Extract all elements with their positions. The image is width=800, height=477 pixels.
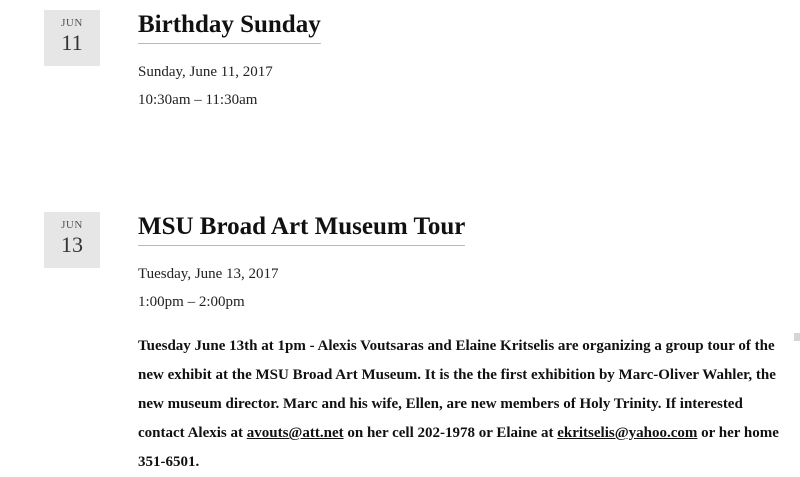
contact-email-link-alexis[interactable]: avouts@att.net xyxy=(246,425,344,441)
event-description-part-1: Tuesday June 13th at 1pm - Alexis Voutsaras and Elaine Kritselis are organizing a group tour of the new exhibit at the MSU Broad Art Museum. It is the the first exhibition by Marc-Oliver Wahler, the new museum director. Marc and his wife, Ellen, are new members of Holy Trinity. If interested contact Alexis at xyxy=(138,338,776,441)
event-date-line: Sunday, June 11, 2017 xyxy=(138,64,273,80)
event-body xyxy=(138,212,800,477)
event-date-month: JUN xyxy=(61,17,83,29)
event-description xyxy=(138,332,780,477)
event-title[interactable]: Birthday Sunday xyxy=(138,10,321,44)
event-time-line: 1:00pm – 2:00pm xyxy=(138,294,245,310)
event-date-day: 11 xyxy=(61,30,83,55)
event-item xyxy=(0,212,800,477)
scroll-edge-marker xyxy=(794,333,800,341)
events-page xyxy=(0,10,800,470)
event-meta xyxy=(138,58,780,114)
event-description-part-3: or her home 351-6501. xyxy=(138,425,779,470)
event-date-badge xyxy=(44,10,100,66)
event-description-part-2: on her cell 202-1978 or Elaine at xyxy=(343,425,558,441)
event-body xyxy=(138,10,800,114)
event-date-day: 13 xyxy=(61,232,83,257)
event-date-line: Tuesday, June 13, 2017 xyxy=(138,266,279,282)
event-title[interactable]: MSU Broad Art Museum Tour xyxy=(138,212,465,246)
event-item xyxy=(0,10,800,114)
event-date-month: JUN xyxy=(61,219,83,231)
event-date-badge xyxy=(44,212,100,268)
contact-email-link-elaine[interactable]: ekritselis@yahoo.com xyxy=(557,425,698,441)
event-meta xyxy=(138,260,780,316)
event-time-line: 10:30am – 11:30am xyxy=(138,92,258,108)
